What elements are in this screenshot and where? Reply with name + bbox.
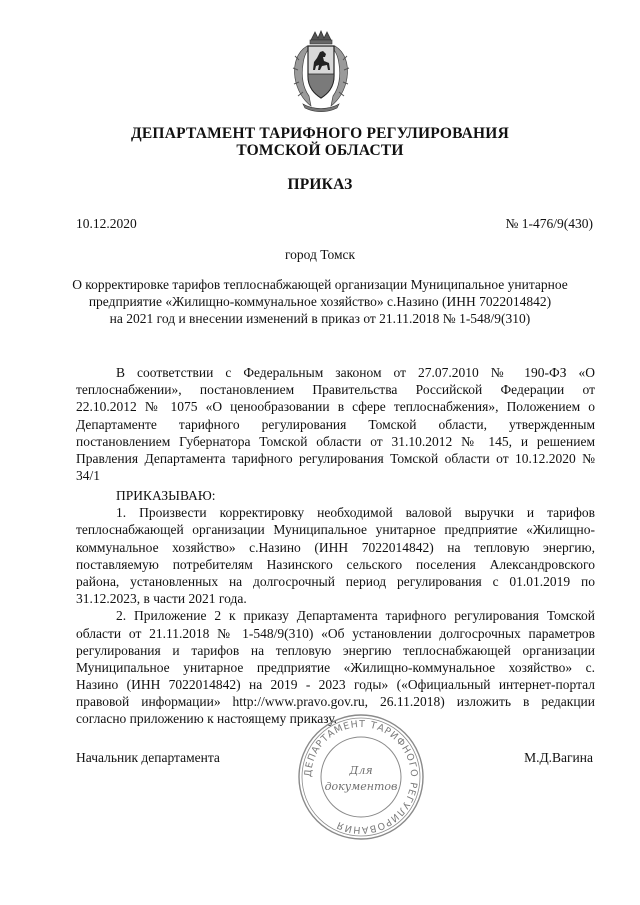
- order-date: 10.12.2020: [76, 216, 137, 231]
- order-item2-line: 2. Приложение 2 к приказу Департамента тарифного регулирования Томской: [116, 608, 595, 624]
- order-item2-line: согласно приложению к настоящему приказу.: [76, 711, 338, 727]
- preamble-line: постановлением Губернатора Томской области от 31.10.2012 № 145, и решением: [76, 433, 595, 449]
- preamble-line: Департаменте тарифного регулирования Томской области, утвержденным: [76, 416, 595, 432]
- city-label: город Томск: [284, 247, 356, 262]
- order-item2-line: регулирования и тарифов на тепловую энергию теплоснабжающей организации: [76, 642, 595, 658]
- orders-heading: ПРИКАЗЫВАЮ:: [116, 488, 216, 503]
- subject-line: на 2021 год и внесении изменений в приказ от 21.11.2018 № 1-548/9(310): [109, 311, 531, 326]
- preamble-line: 34/1: [76, 468, 101, 484]
- signatory-name: М.Д.Вагина: [524, 750, 593, 765]
- order-item2-line: правовой информации» http://www.pravo.gov.ru, 26.11.2018) изложить в редакции: [76, 694, 595, 710]
- document-type-title: ПРИКАЗ: [287, 176, 353, 193]
- department-title-line1: ДЕПАРТАМЕНТ ТАРИФНОГО РЕГУЛИРОВАНИЯ: [131, 125, 509, 142]
- order-item1-line: коммунальное хозяйство» с.Назино (ИНН 7022014842) на тепловую энергию,: [76, 539, 595, 555]
- order-item1-line: района, установленных на долгосрочный период регулирования с 01.01.2019 по: [76, 573, 595, 589]
- order-item1-line: теплоснабжающей организации Муниципальное унитарное предприятие «Жилищно-: [76, 522, 595, 538]
- order-item2-line: области от 21.11.2018 № 1-548/9(310) «Об установлении долгосрочных параметров: [76, 625, 595, 641]
- order-number: № 1-476/9(430): [505, 216, 593, 231]
- order-subject: [70, 276, 570, 327]
- stamp-ring-text: ДЕПАРТАМЕНТ ТАРИФНОГО РЕГУЛИРОВАНИЯ: [302, 718, 420, 836]
- official-stamp-icon: [296, 712, 426, 842]
- order-item2-line: Назино (ИНН 7022014842) на 2019 - 2023 годы» («Официальный интернет-портал: [76, 677, 595, 693]
- order-item1-line: 31.12.2023, в части 2021 года.: [76, 591, 247, 607]
- subject-line: предприятие «Жилищно-коммунальное хозяйство» с.Назино (ИНН 7022014842): [88, 294, 552, 309]
- preamble-line: 22.10.2012 № 1075 «О ценообразовании в сфере теплоснабжения», Положением о: [76, 399, 595, 415]
- preamble-line: Правления Департамента тарифного регулирования Томской области от 10.12.2020 №: [76, 450, 595, 466]
- order-item1-line: 1. Произвести корректировку необходимой валовой выручки и тарифов: [116, 505, 595, 521]
- subject-line: О корректировке тарифов теплоснабжающей организации Муниципальное унитарное: [72, 277, 568, 292]
- signatory-position: Начальник департамента: [76, 750, 220, 765]
- coat-of-arms-icon: [289, 30, 353, 114]
- preamble-paragraph: [76, 364, 595, 484]
- department-title-line2: ТОМСКОЙ ОБЛАСТИ: [236, 142, 404, 159]
- svg-text:ДЕПАРТАМЕНТ ТАРИФНОГО РЕГУЛИРО: [303, 719, 419, 835]
- stamp-center-line1: Для: [349, 764, 373, 777]
- order-item2-line: Муниципальное унитарное предприятие «Жилищно-коммунальное хозяйство» с.: [76, 659, 595, 675]
- preamble-line: теплоснабжении», постановлением Правительства Российской Федерации от: [76, 382, 595, 398]
- orders-section: [76, 487, 595, 728]
- stamp-center-line2: документов: [324, 780, 398, 793]
- order-item1-line: поставляемую потребителям Назинского сельского поселения Александровского: [76, 556, 595, 572]
- preamble-line: В соответствии с Федеральным законом от 27.07.2010 № 190-ФЗ «О: [116, 365, 595, 380]
